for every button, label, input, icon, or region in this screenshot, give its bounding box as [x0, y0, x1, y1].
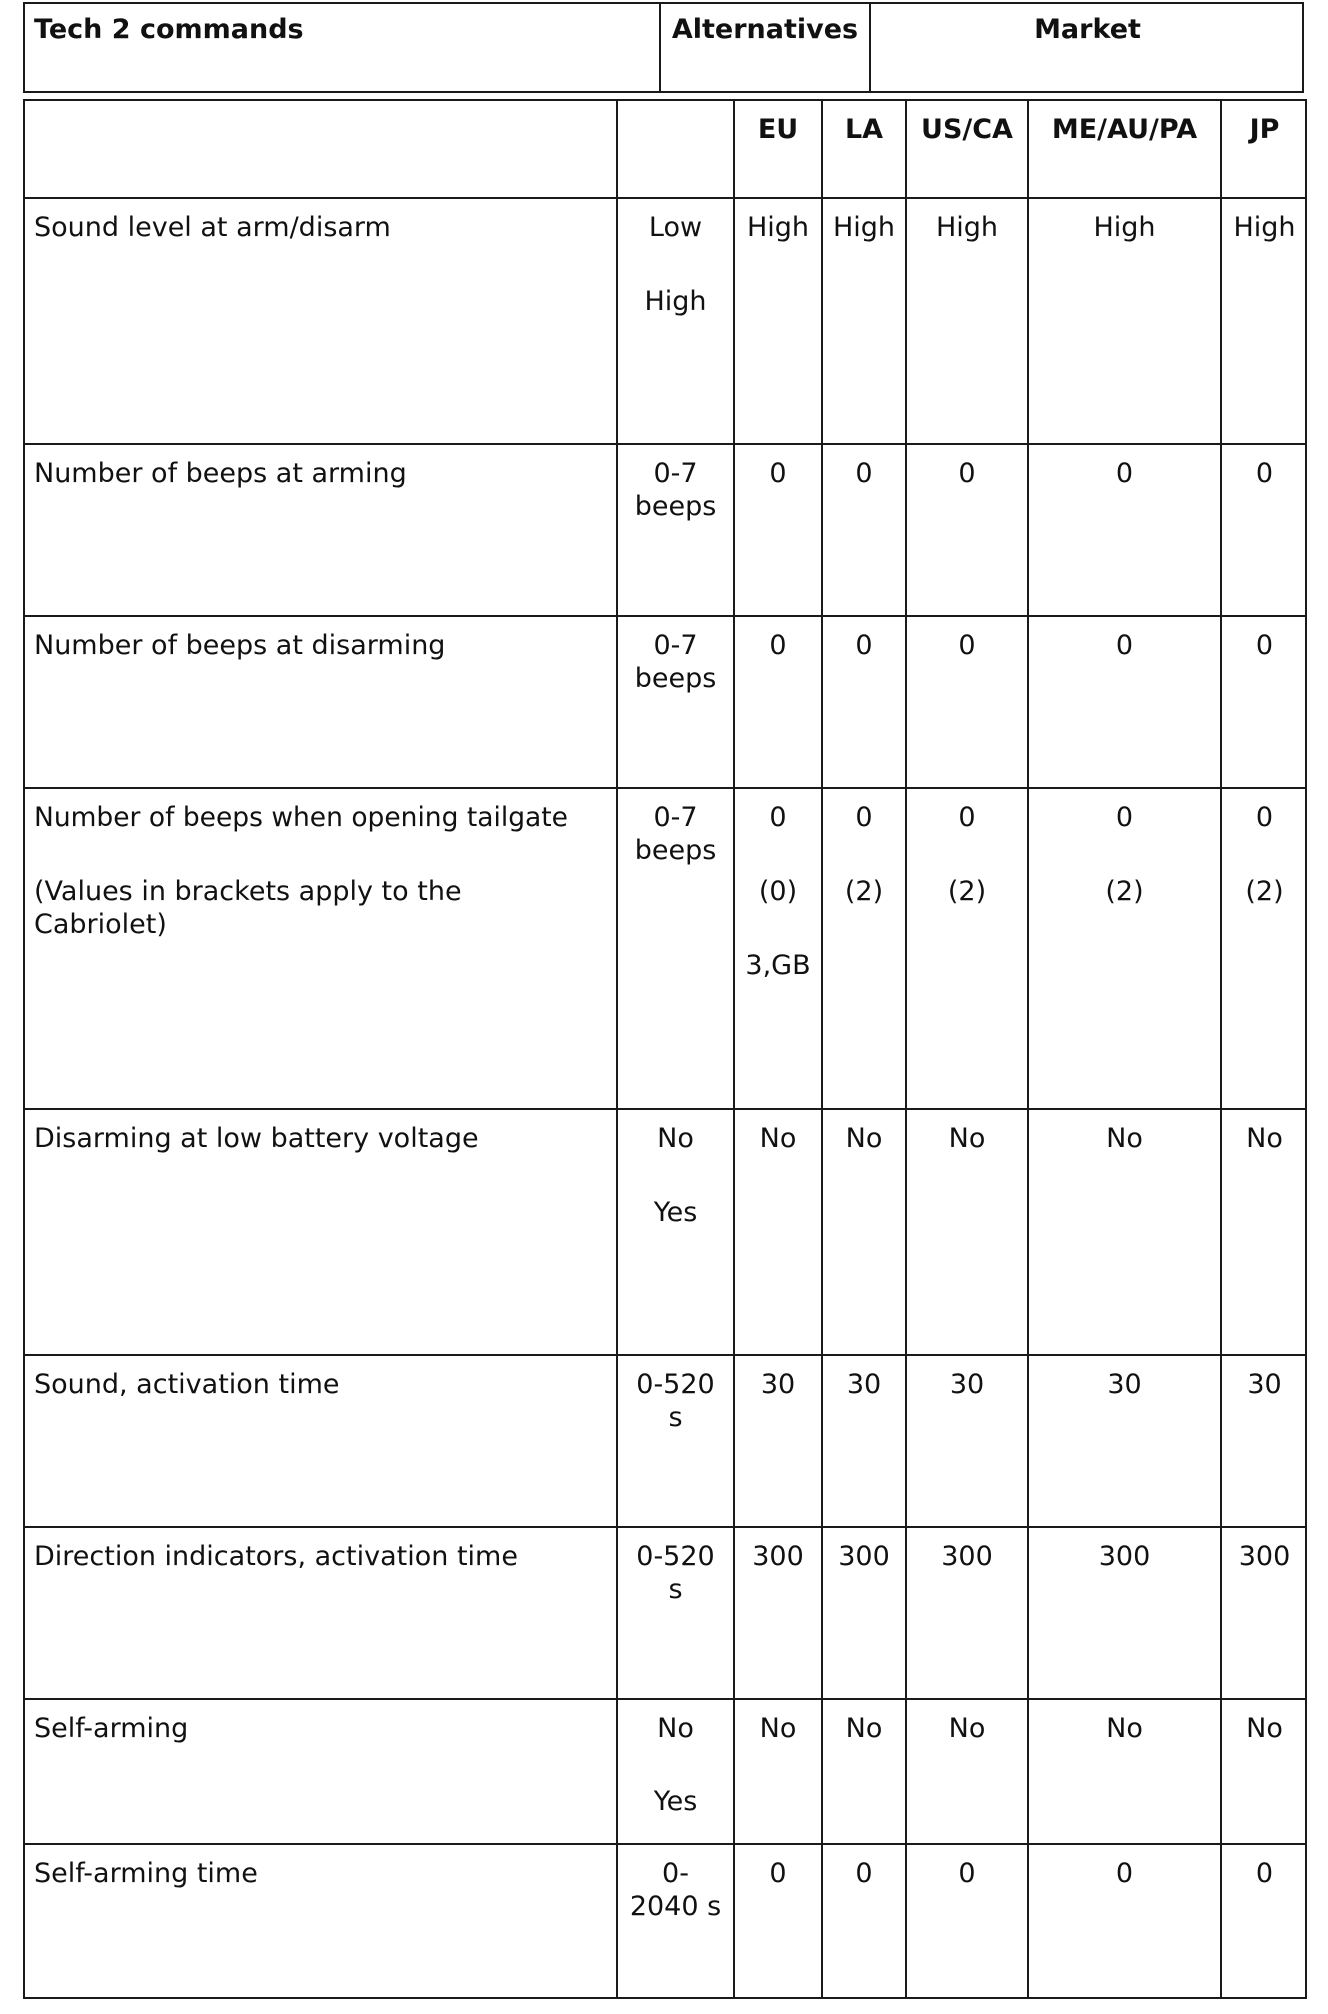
row-label-beeps-arming: Number of beeps at arming [34, 458, 407, 489]
cell-eu: 0 [769, 458, 787, 489]
cell-me-au-pa: 300 [1098, 1541, 1151, 1572]
row-label-sound-activation-time: Sound, activation time [34, 1369, 340, 1400]
market-header-us-ca: US/CA [921, 114, 1013, 145]
cell-jp-cabriolet: (2) [1245, 876, 1284, 907]
market-header-me-au-pa: ME/AU/PA [1051, 114, 1198, 145]
alt-value: Yes [653, 1786, 698, 1817]
alt-value: No [657, 1123, 694, 1154]
cell-me-au-pa: 30 [1107, 1369, 1142, 1400]
alt-value: beeps [634, 663, 717, 694]
cell-us-ca: 0 [958, 630, 976, 661]
cell-us-ca: No [948, 1123, 986, 1154]
alt-value: 0-520 [636, 1369, 715, 1400]
cell-la: 0 [855, 630, 873, 661]
alt-value: Yes [653, 1197, 698, 1228]
cell-us-ca: High [935, 212, 999, 243]
row-label-beeps-disarming: Number of beeps at disarming [34, 630, 446, 661]
cell-jp: No [1246, 1123, 1283, 1154]
cell-us-ca: No [948, 1713, 986, 1744]
cell-eu: 0 [769, 1858, 787, 1889]
cell-me-au-pa: 0 [1115, 458, 1134, 489]
cell-us-ca-cabriolet: (2) [947, 876, 987, 907]
cell-eu: High [746, 212, 810, 243]
cell-eu: 0 [769, 802, 787, 833]
cell-la: 0 [855, 1858, 873, 1889]
cell-la: 300 [838, 1541, 890, 1572]
cell-jp: 0 [1255, 630, 1274, 661]
alt-value: 2040 s [629, 1891, 722, 1922]
cell-me-au-pa: 0 [1115, 630, 1134, 661]
alt-value: Low [648, 212, 703, 243]
cell-us-ca: 0 [958, 1858, 976, 1889]
row-label-self-arming: Self-arming [34, 1713, 189, 1744]
header-alternatives: Alternatives [671, 14, 859, 45]
cell-me-au-pa: No [1106, 1123, 1143, 1154]
cell-jp: 30 [1247, 1369, 1282, 1400]
row-label-self-arming-time: Self-arming time [34, 1858, 258, 1889]
cell-us-ca: 30 [949, 1369, 985, 1400]
cell-la: No [845, 1713, 883, 1744]
alt-value: No [657, 1713, 694, 1744]
market-header-la: LA [844, 114, 884, 145]
alt-value: 0- [662, 1858, 689, 1889]
cell-la: 0 [855, 458, 873, 489]
cell-eu-gb: 3,GB [745, 950, 811, 981]
cell-jp: 0 [1255, 1858, 1274, 1889]
cell-me-au-pa: High [1093, 212, 1156, 243]
cell-us-ca: 300 [941, 1541, 993, 1572]
market-header-eu: EU [757, 114, 799, 145]
alt-value: 0-7 [653, 802, 698, 833]
alt-value: beeps [634, 835, 717, 866]
row-label-disarming-low-battery: Disarming at low battery voltage [34, 1123, 479, 1154]
row-note-cabriolet: (Values in brackets apply to the Cabriolet) [34, 876, 462, 940]
row-label-beeps-tailgate: Number of beeps when opening tailgate [34, 802, 568, 833]
market-header-jp: JP [1249, 114, 1280, 145]
cell-eu: No [759, 1123, 797, 1154]
cell-me-au-pa: No [1106, 1713, 1143, 1744]
alt-value: 0-520 [636, 1541, 715, 1572]
cell-jp: 0 [1255, 802, 1274, 833]
cell-jp: No [1246, 1713, 1283, 1744]
cell-eu: 0 [769, 630, 787, 661]
cell-us-ca: 0 [958, 458, 976, 489]
cell-me-au-pa: 0 [1115, 1858, 1134, 1889]
cell-me-au-pa: 0 [1115, 802, 1134, 833]
row-label-sound-level: Sound level at arm/disarm [34, 212, 391, 243]
cell-me-au-pa-cabriolet: (2) [1105, 876, 1144, 907]
cell-eu: 300 [752, 1541, 804, 1572]
header-market: Market [1034, 14, 1141, 45]
alt-value: beeps [634, 491, 717, 522]
cell-eu: No [759, 1713, 797, 1744]
cell-la: High [832, 212, 896, 243]
cell-us-ca: 0 [958, 802, 976, 833]
cell-jp: High [1233, 212, 1296, 243]
cell-la: 0 [855, 802, 873, 833]
alt-value: High [644, 286, 707, 317]
row-label-direction-indicators: Direction indicators, activation time [34, 1541, 518, 1572]
cell-la: 30 [846, 1369, 882, 1400]
cell-eu: 30 [760, 1369, 796, 1400]
cell-jp: 300 [1238, 1541, 1291, 1572]
alt-value: s [668, 1402, 683, 1433]
cell-la: No [845, 1123, 883, 1154]
header-tech2-commands: Tech 2 commands [34, 14, 304, 45]
cell-jp: 0 [1255, 458, 1274, 489]
cell-eu-cabriolet: (0) [758, 876, 798, 907]
cell-la-cabriolet: (2) [844, 876, 884, 907]
alt-value: s [668, 1574, 683, 1605]
alt-value: 0-7 [653, 630, 698, 661]
alt-value: 0-7 [653, 458, 698, 489]
